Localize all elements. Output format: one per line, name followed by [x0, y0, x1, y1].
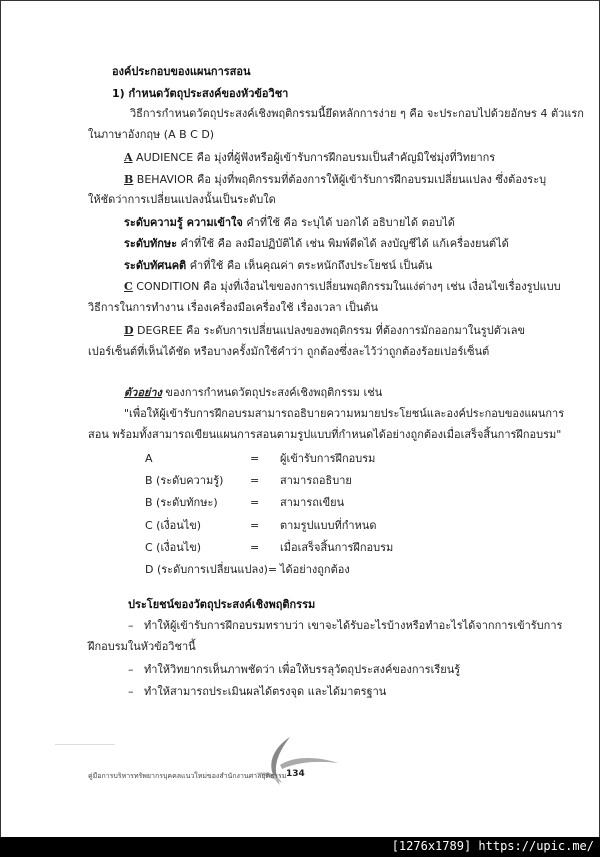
level-text: คำที่ใช้ คือ เห็นคุณค่า ตระหนักถึงประโยชน์ เป็นต้น [186, 259, 433, 272]
abcd-b-text: BEHAVIOR คือ มุ่งที่พฤติกรรมที่ต้องการให้ผู้เข้ารับการฝึกอบรมเปลี่ยนแปลง ซึ่งต้องระบุ [133, 173, 547, 186]
abcd-c-text: CONDITION คือ มุ่งที่เงื่อนไขของการเปลี่ยนพฤติกรรมในแง่ต่างๆ เช่น เงื่อนไขเรื่องรูปแบบ [132, 280, 561, 293]
benefit-item [128, 685, 386, 699]
section-title: องค์ประกอบของแผนการสอน [112, 65, 251, 78]
page-number: 134 [286, 769, 305, 779]
dash: – [128, 619, 134, 632]
subsection-title: 1) กำหนดวัตถุประสงค์ของหัวข้อวิชา [112, 87, 289, 100]
row-key: D (ระดับการเปลี่ยนแปลง)= [145, 563, 278, 576]
row-key: C (เงื่อนไข) [145, 541, 202, 554]
row-key: B (ระดับทักษะ) [145, 496, 218, 509]
dash: – [128, 685, 134, 698]
abcd-b [124, 173, 546, 187]
example-quote: สอน พร้อมทั้งสามารถเขียนแผนการสอนตามรูปแบบที่กำหนดได้อย่างถูกต้องเมื่อเสร็จสิ้นการฝึกอบรม" [88, 428, 562, 441]
level-text: คำที่ใช้ คือ ระบุได้ บอกได้ อธิบายได้ ตอบได้ [242, 216, 455, 229]
letter-b: B [124, 173, 134, 186]
abcd-c-cont: วิธีการในการทำงาน เรื่องเครื่องมือเครื่องใช้ เรื่องเวลา เป็นต้น [88, 301, 379, 314]
benefit-text: ทำให้ผู้เข้ารับการฝึกอบรมทราบว่า เขาจะได้รับอะไรบ้างหรือทำอะไรได้จากการเข้ารับการ [144, 619, 563, 632]
row-key: C (เงื่อนไข) [145, 519, 202, 532]
abcd-b-cont: ให้ชัดว่าการเปลี่ยนแปลงนั้นเป็นระดับใด [88, 193, 276, 206]
letter-c: C [124, 280, 133, 293]
watermark-bar [0, 837, 600, 857]
example-label: ตัวอย่าง [124, 386, 162, 399]
swirl-logo-icon [250, 735, 340, 795]
row-value: ผู้เข้ารับการฝึกอบรม [280, 452, 376, 465]
benefit-item [128, 663, 460, 677]
abcd-c [124, 280, 561, 294]
abcd-d-cont: เปอร์เซ็นต์ที่เห็นได้ชัด หรือบางครั้งมักใช้คำว่า ถูกต้องซึ่งละไว้ว่าถูกต้องร้อยเปอร์เซ็นต์ [88, 345, 490, 358]
example-quote: "เพื่อให้ผู้เข้ารับการฝึกอบรมสามารถอธิบายความหมายประโยชน์และองค์ประกอบของแผนการ [124, 407, 565, 420]
intro-line: ในภาษาอังกฤษ (A B C D) [88, 128, 215, 141]
level-label: ระดับทักษะ [124, 237, 178, 250]
row-value: สามารถเขียน [280, 496, 345, 509]
abcd-d-text: DEGREE คือ ระดับการเปลี่ยนแปลงของพฤติกรรม ที่ต้องการมักออกมาในรูปตัวเลข [133, 324, 526, 337]
level-attitude [124, 259, 432, 273]
abcd-d [124, 324, 525, 338]
benefits-title: ประโยชน์ของวัตถุประสงค์เชิงพฤติกรรม [128, 598, 316, 611]
example-intro [124, 386, 382, 400]
benefit-item [128, 619, 562, 633]
example-text: ของการกำหนดวัตถุประสงค์เชิงพฤติกรรม เช่น [161, 386, 383, 399]
row-value: สามารถอธิบาย [280, 474, 352, 487]
row-eq: = [250, 474, 260, 487]
row-key: A [145, 452, 153, 465]
letter-a: A [124, 151, 133, 164]
abcd-a-text: AUDIENCE คือ มุ่งที่ผู้ฟังหรือผู้เข้ารับการฝึกอบรมเป็นสำคัญมิใช่มุ่งที่วิทยากร [132, 151, 496, 164]
row-eq: = [250, 541, 260, 554]
row-value: เมื่อเสร็จสิ้นการฝึกอบรม [280, 541, 394, 554]
level-knowledge [124, 216, 455, 230]
footer-rule [55, 744, 115, 745]
level-text: คำที่ใช้ คือ ลงมือปฏิบัติได้ เช่น พิมพ์ดีดได้ ลงบัญชีได้ แก้เครื่องยนต์ได้ [177, 237, 509, 250]
level-skill [124, 237, 509, 251]
intro-line: วิธีการกำหนดวัตถุประสงค์เชิงพฤติกรรมนี้ยึดหลักการง่าย ๆ คือ จะประกอบไปด้วยอักษร 4 ตัวแรก [130, 107, 584, 120]
dash: – [128, 663, 134, 676]
row-key: B (ระดับความรู้) [145, 474, 224, 487]
letter-d: D [124, 324, 134, 337]
footer-title: คู่มือการบริหารทรัพยากรบุคคลแนวใหม่ของสำนักงานศาลยุติธรรม [88, 772, 287, 780]
level-label: ระดับทัศนคติ [124, 259, 187, 272]
row-eq: = [250, 496, 260, 509]
benefit-text: ทำให้สามารถประเมินผลได้ตรงจุด และได้มาตรฐาน [144, 685, 387, 698]
abcd-a [124, 151, 495, 165]
watermark-text: [1276x1789] https://upic.me/ [391, 839, 594, 853]
benefit-cont: ฝึกอบรมในหัวข้อวิชานี้ [88, 640, 196, 653]
row-eq: = [250, 452, 260, 465]
row-eq: = [250, 519, 260, 532]
row-value: ตามรูปแบบที่กำหนด [280, 519, 377, 532]
benefit-text: ทำให้วิทยากรเห็นภาพชัดว่า เพื่อให้บรรลุวัตถุประสงค์ของการเรียนรู้ [144, 663, 461, 676]
row-value: ได้อย่างถูกต้อง [280, 563, 350, 576]
level-label: ระดับความรู้ ความเข้าใจ [124, 216, 243, 229]
